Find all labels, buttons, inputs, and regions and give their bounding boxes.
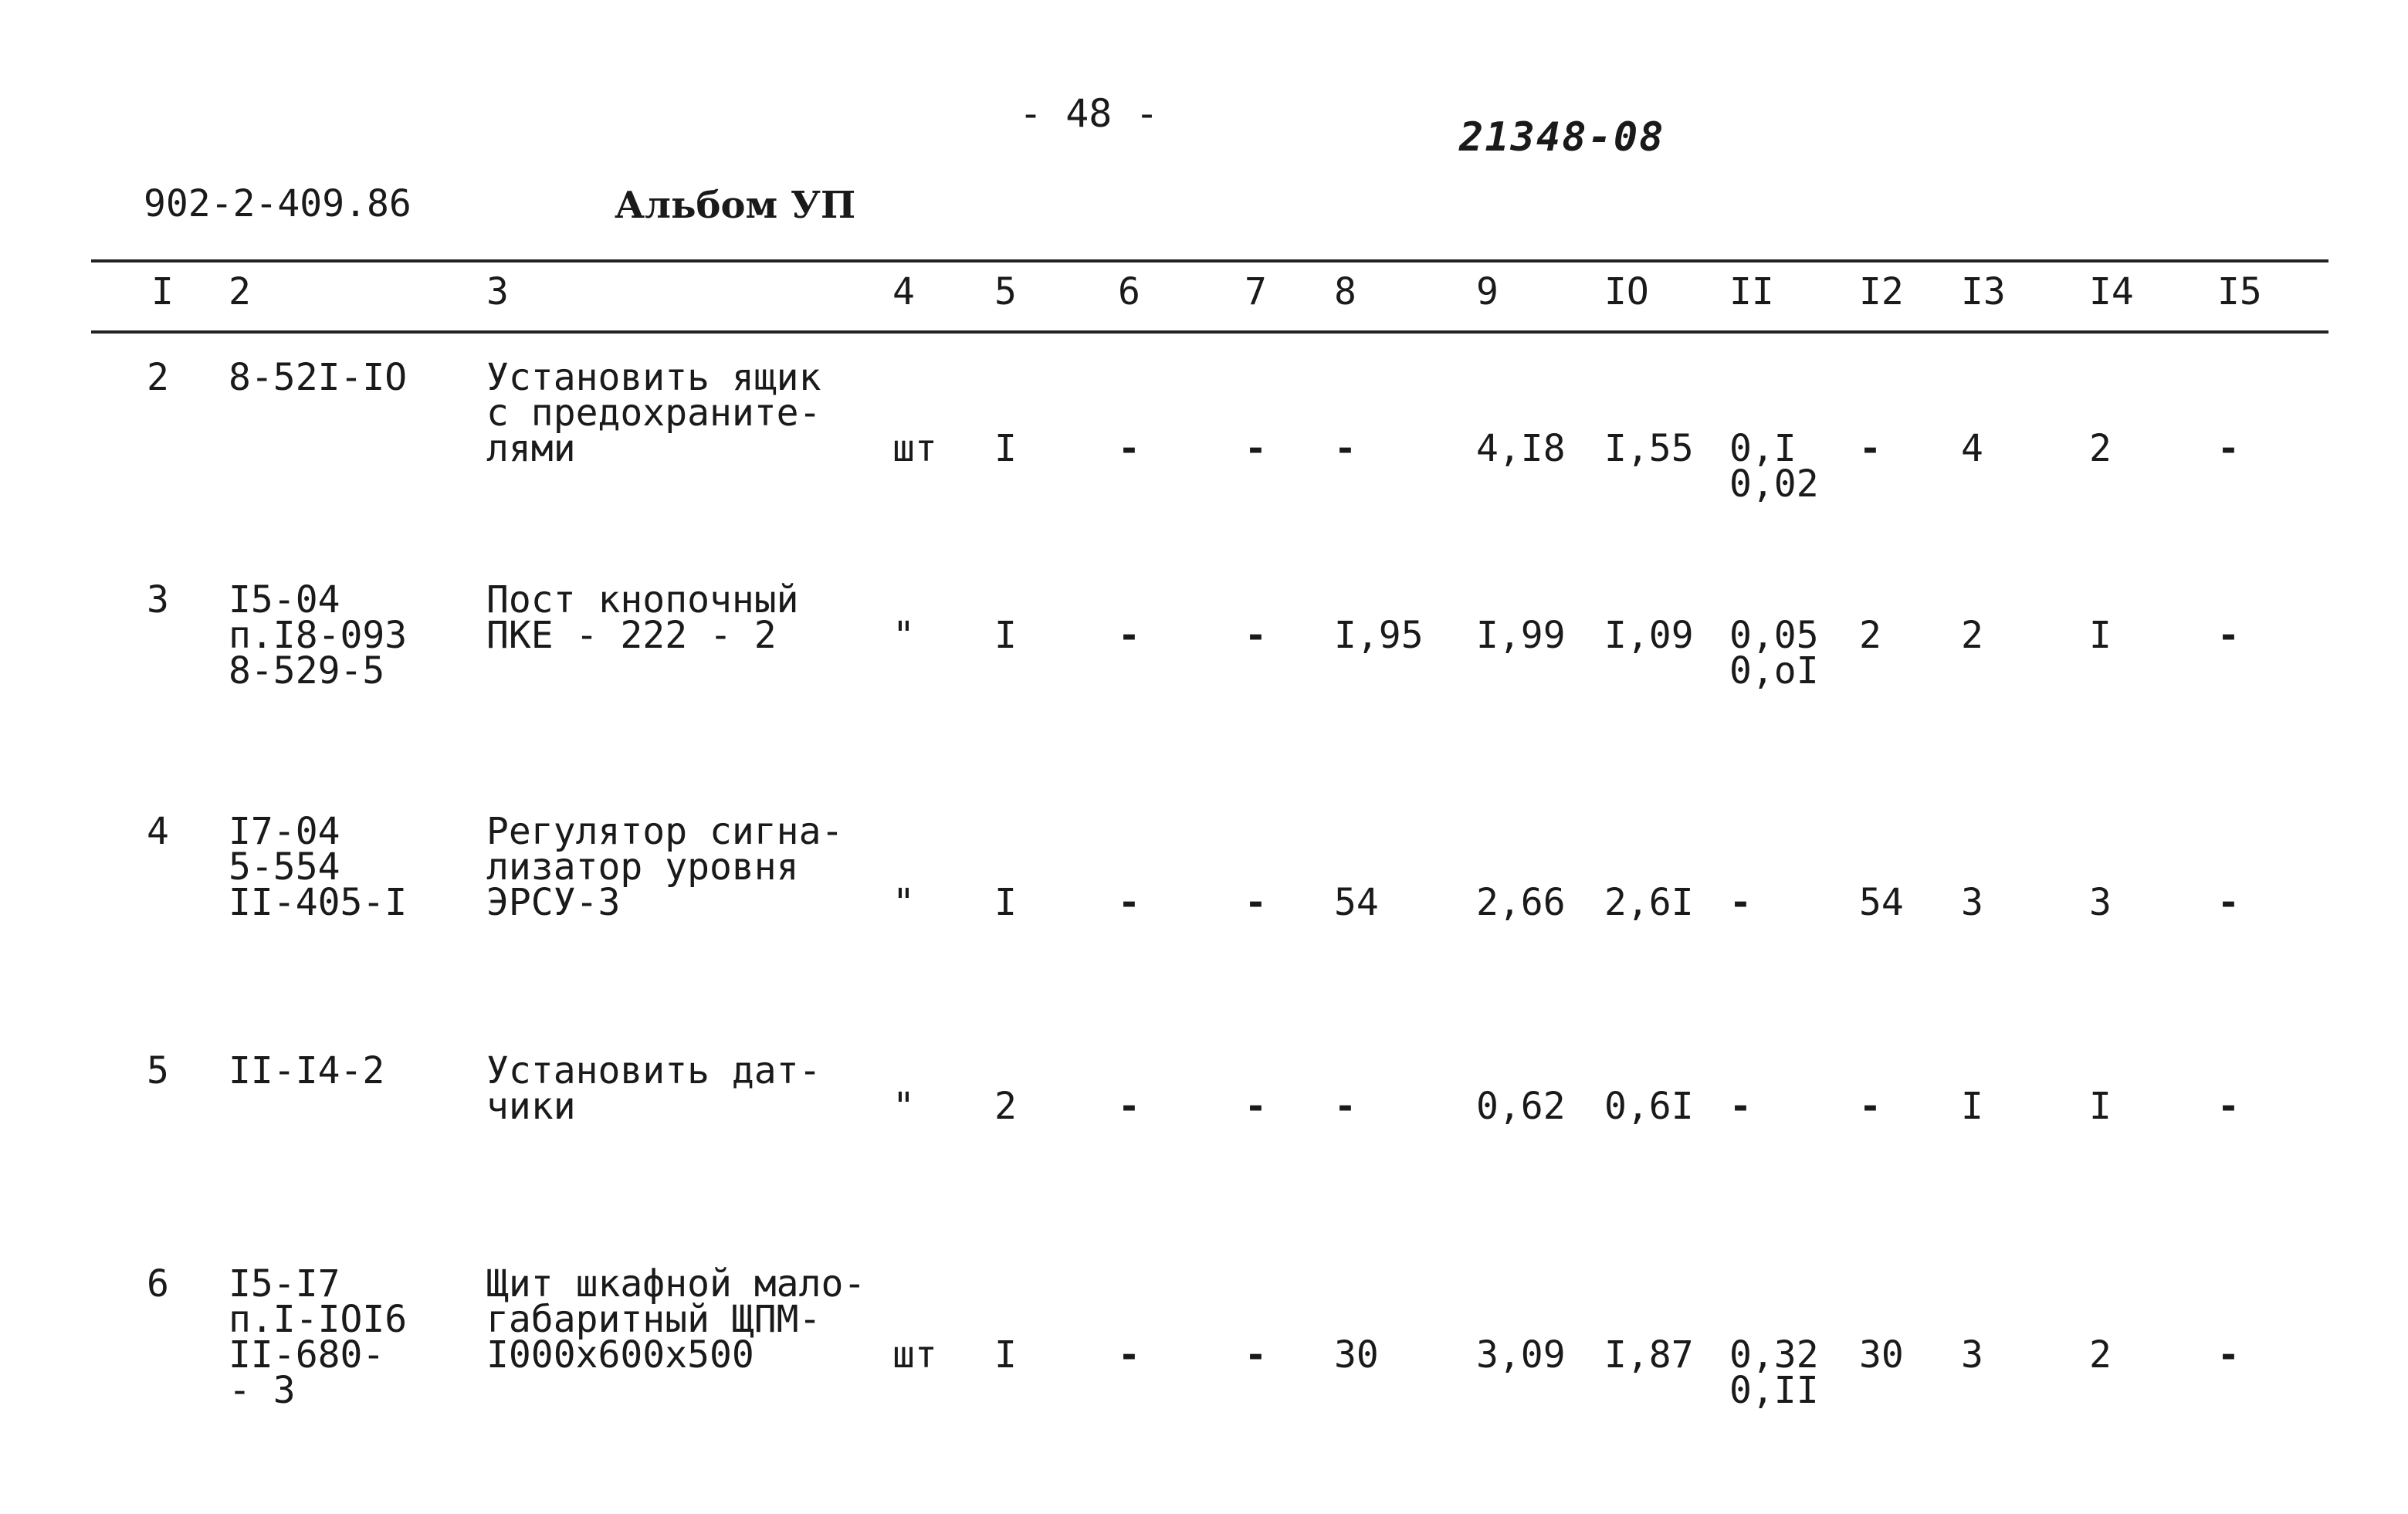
cell-c12: - [1859, 427, 1881, 470]
cell-c8: I,95 [1334, 614, 1424, 657]
cell-c14: 3 [2089, 881, 2112, 924]
cell-c15: - [2217, 881, 2240, 924]
row-number: 2 [147, 356, 169, 399]
work-description: Регулятор сигна- лизатор уровня ЭРСУ-3 [486, 810, 844, 924]
header-col-8: 8 [1334, 270, 1356, 313]
cell-c14: I [2089, 614, 2112, 657]
cell-c6: - [1118, 1333, 1140, 1377]
cell-c14: 2 [2089, 1333, 2112, 1377]
cell-c13: 2 [1961, 614, 1983, 657]
cell-c7: - [1245, 1085, 1267, 1128]
cell-c10: I,55 [1604, 427, 1694, 470]
header-col-1: I [151, 270, 174, 313]
cell-c5: I [994, 427, 1017, 470]
cell-c9: 2,66 [1476, 881, 1566, 924]
cell-c15: - [2217, 1085, 2240, 1128]
cell-c13: 4 [1961, 427, 1983, 470]
cell-c6: - [1118, 614, 1140, 657]
cell-c15: - [2217, 427, 2240, 470]
cell-c14: 2 [2089, 427, 2112, 470]
cell-c9: 4,I8 [1476, 427, 1566, 470]
cell-c13: 3 [1961, 1333, 1983, 1377]
norm-code: 8-52I-IO [229, 356, 408, 399]
norm-code: I5-I7 п.I-IOI6 II-680- - 3 [229, 1262, 408, 1412]
cell-c4: шт [892, 1333, 937, 1377]
cell-c12: 2 [1859, 614, 1881, 657]
header-col-3: 3 [486, 270, 509, 313]
cell-c10: 0,6I [1604, 1085, 1694, 1128]
cell-c13: 3 [1961, 881, 1983, 924]
table-top-rule [91, 259, 2328, 262]
cell-c11: - [1729, 1085, 1752, 1128]
cell-c11: 0,32 0,II [1729, 1333, 1819, 1412]
cell-c8: 54 [1334, 881, 1379, 924]
cell-c6: - [1118, 427, 1140, 470]
header-col-5: 5 [994, 270, 1017, 313]
cell-c11: 0,I 0,02 [1729, 427, 1819, 506]
cell-c7: - [1245, 881, 1267, 924]
cell-c7: - [1245, 614, 1267, 657]
cell-c10: I,09 [1604, 614, 1694, 657]
cell-c6: - [1118, 1085, 1140, 1128]
header-col-2: 2 [229, 270, 251, 313]
cell-c8: 30 [1334, 1333, 1379, 1377]
cell-c5: I [994, 1333, 1017, 1377]
row-number: 5 [147, 1049, 169, 1092]
cell-c12: - [1859, 1085, 1881, 1128]
cell-c5: I [994, 614, 1017, 657]
row-number: 6 [147, 1262, 169, 1306]
header-col-7: 7 [1245, 270, 1267, 313]
album-title: Альбом УП [615, 184, 856, 227]
cell-c11: - [1729, 881, 1752, 924]
cell-c15: - [2217, 614, 2240, 657]
cell-c15: - [2217, 1333, 2240, 1377]
cell-c7: - [1245, 1333, 1267, 1377]
cell-c9: I,99 [1476, 614, 1566, 657]
header-col-10: IO [1604, 270, 1649, 313]
cell-c12: 30 [1859, 1333, 1904, 1377]
work-description: Установить ящик с предохраните- лями [486, 356, 821, 470]
cell-c5: 2 [994, 1085, 1017, 1128]
row-number: 4 [147, 810, 169, 853]
cell-c4: " [892, 881, 915, 924]
handwritten-code: 21348-08 [1459, 114, 1665, 161]
norm-code: I5-04 п.I8-093 8-529-5 [229, 578, 408, 693]
header-col-14: I4 [2089, 270, 2134, 313]
header-col-11: II [1729, 270, 1774, 313]
header-col-13: I3 [1961, 270, 2006, 313]
cell-c13: I [1961, 1085, 1983, 1128]
cell-c9: 3,09 [1476, 1333, 1566, 1377]
norm-code: II-I4-2 [229, 1049, 385, 1092]
header-col-15: I5 [2217, 270, 2262, 313]
header-col-12: I2 [1859, 270, 1904, 313]
cell-c9: 0,62 [1476, 1085, 1566, 1128]
cell-c12: 54 [1859, 881, 1904, 924]
work-description: Пост кнопочный ПКЕ - 222 - 2 [486, 578, 799, 657]
header-col-4: 4 [892, 270, 915, 313]
work-description: Установить дат- чики [486, 1049, 821, 1128]
cell-c6: - [1118, 881, 1140, 924]
cell-c4: шт [892, 427, 937, 470]
header-col-6: 6 [1118, 270, 1140, 313]
cell-c8: - [1334, 1085, 1356, 1128]
cell-c10: I,87 [1604, 1333, 1694, 1377]
table-header-rule [91, 330, 2328, 334]
cell-c5: I [994, 881, 1017, 924]
cell-c7: - [1245, 427, 1267, 470]
norm-code: I7-04 5-554 II-405-I [229, 810, 408, 924]
page-number: - 48 - [1019, 91, 1159, 136]
row-number: 3 [147, 578, 169, 622]
cell-c11: 0,05 0,oI [1729, 614, 1819, 693]
cell-c4: " [892, 614, 915, 657]
cell-c14: I [2089, 1085, 2112, 1128]
cell-c10: 2,6I [1604, 881, 1694, 924]
work-description: Щит шкафной мало- габаритный ЩПМ- I000x600x500 [486, 1262, 866, 1377]
cell-c8: - [1334, 427, 1356, 470]
header-col-9: 9 [1476, 270, 1499, 313]
cell-c4: " [892, 1085, 915, 1128]
document-code: 902-2-409.86 [144, 182, 411, 225]
